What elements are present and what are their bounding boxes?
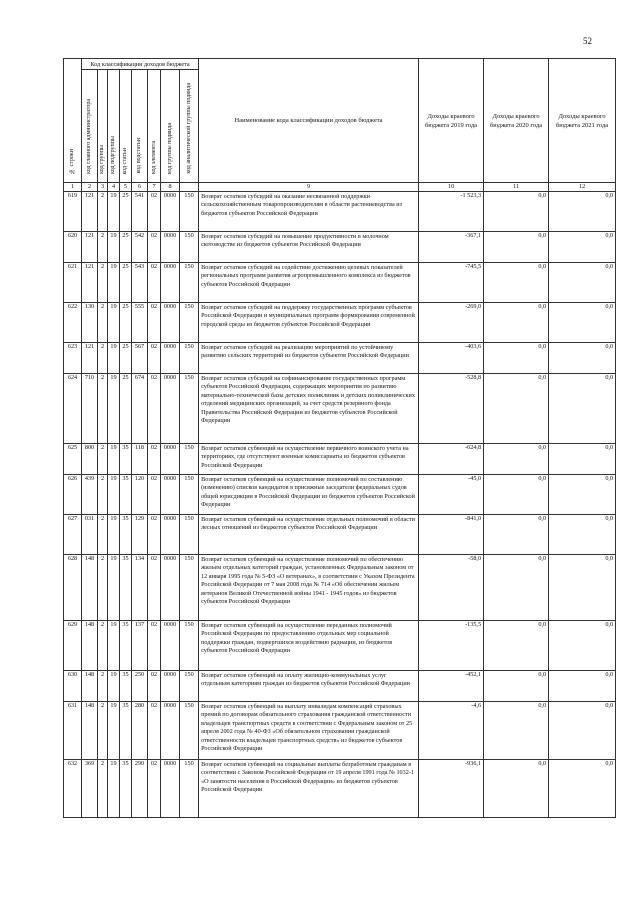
code-group: 2: [98, 232, 108, 263]
table-row: [64, 475, 616, 515]
code-element: 02: [148, 475, 161, 515]
code-admin: 121: [82, 232, 98, 263]
code-article: 35: [120, 475, 132, 515]
code-element: 02: [148, 621, 161, 671]
code-element: 02: [148, 263, 161, 303]
row-number: 621: [64, 263, 82, 303]
row-number: 622: [64, 303, 82, 343]
code-analytic: 150: [180, 303, 199, 343]
value-2020: 0,0: [484, 444, 549, 475]
code-subgroup: 19: [108, 303, 120, 343]
code-analytic: 150: [180, 374, 199, 444]
code-subgroup: 19: [108, 374, 120, 444]
code-subgroup: 19: [108, 232, 120, 263]
column-number: 8: [161, 183, 180, 192]
code-subarticle: 567: [132, 343, 148, 374]
code-subarticle: 543: [132, 263, 148, 303]
code-subgroup: 19: [108, 702, 120, 760]
code-element: 02: [148, 515, 161, 555]
value-2019: -4,6: [419, 702, 484, 760]
table-row: [64, 515, 616, 555]
column-number-row: [64, 183, 616, 192]
code-subarticle: 137: [132, 621, 148, 671]
value-2019: -135,5: [419, 621, 484, 671]
budget-revenue-table: [63, 58, 616, 818]
code-admin: 148: [82, 555, 98, 621]
table-row: [64, 760, 616, 818]
row-number: 624: [64, 374, 82, 444]
code-group: 2: [98, 621, 108, 671]
code-subarticle: 120: [132, 475, 148, 515]
code-subtype: 0000: [161, 192, 180, 232]
code-group: 2: [98, 671, 108, 702]
code-analytic: 150: [180, 555, 199, 621]
code-subgroup: 19: [108, 555, 120, 621]
revenue-code-name: Возврат остатков субвенций на осуществление отдельных полномочий в области лесных отношений из бюджетов субъектов Российской Федерации: [199, 515, 419, 555]
code-admin: 121: [82, 263, 98, 303]
value-2019: -45,0: [419, 475, 484, 515]
revenue-code-name: Возврат остатков субвенций на социальные выплаты безработным гражданам в соответствии с Законом Российской Федерации от 19 апреля 1991 года № 1032-1 «О занятости населения в Российской Федерации» из бюджетов субъектов Российской Федерации: [199, 760, 419, 818]
code-article: 25: [120, 343, 132, 374]
code-group: 2: [98, 374, 108, 444]
code-analytic: 150: [180, 515, 199, 555]
code-subtype: 0000: [161, 515, 180, 555]
value-2019: -528,8: [419, 374, 484, 444]
header-2020: Доходы краевого бюджета 2020 года: [484, 59, 549, 183]
code-subgroup: 19: [108, 263, 120, 303]
code-group: 2: [98, 515, 108, 555]
code-subarticle: 129: [132, 515, 148, 555]
value-2019: -269,0: [419, 303, 484, 343]
column-number-sub: [180, 183, 199, 192]
revenue-code-name: Возврат остатков субвенций на осуществление полномочий по составлению (изменению) списков кандидатов в присяжные заседатели федеральных судов общей юрисдикции в Российской Федерации из бюджетов субъектов Российской Федерации: [199, 475, 419, 515]
code-analytic: 150: [180, 232, 199, 263]
code-subarticle: 250: [132, 671, 148, 702]
code-article: 25: [120, 232, 132, 263]
code-subarticle: 280: [132, 702, 148, 760]
value-2019: -58,0: [419, 555, 484, 621]
header-code-admin: код главного администратора: [82, 70, 98, 183]
value-2019: -452,1: [419, 671, 484, 702]
table-row: [64, 702, 616, 760]
code-subtype: 0000: [161, 702, 180, 760]
code-admin: 148: [82, 671, 98, 702]
column-number: 5: [120, 183, 132, 192]
revenue-code-name: Возврат остатков субсидий на софинансирование государственных программ субъектов Российской Федерации, содержащих мероприятия по развитию материально-технической базы детских поликлиник и детских поликлинических отделений медицинских организаций, за счет средств резервного фонда Правительства Российской Федерации из бюджетов субъектов Российской Федерации: [199, 374, 419, 444]
code-admin: 369: [82, 760, 98, 818]
code-group: 2: [98, 343, 108, 374]
code-subgroup: 19: [108, 760, 120, 818]
code-subgroup: 19: [108, 475, 120, 515]
row-number: 627: [64, 515, 82, 555]
code-subarticle: 541: [132, 192, 148, 232]
code-admin: 121: [82, 343, 98, 374]
row-number: 619: [64, 192, 82, 232]
revenue-code-name: Возврат остатков субвенций на осуществление полномочий по обеспечению жильем отдельных категорий граждан, установленных Федеральным законом от 12 января 1995 года № 5-ФЗ «О ветеранах», в соответствии с Указом Президента Российской Федерации от 7 мая 2008 года № 714 «Об обеспечении жильем ветеранов Великой Отечественной войны 1941 - 1945 годов» из бюджетов субъектов Российской Федерации: [199, 555, 419, 621]
code-admin: 710: [82, 374, 98, 444]
row-number: 625: [64, 444, 82, 475]
value-2021: 0,0: [549, 671, 616, 702]
code-subtype: 0000: [161, 621, 180, 671]
row-number: 620: [64, 232, 82, 263]
value-2021: 0,0: [549, 475, 616, 515]
table-row: [64, 232, 616, 263]
table-row: [64, 374, 616, 444]
value-2020: 0,0: [484, 303, 549, 343]
code-admin: 121: [82, 192, 98, 232]
row-number: 626: [64, 475, 82, 515]
value-2021: 0,0: [549, 192, 616, 232]
value-2020: 0,0: [484, 263, 549, 303]
revenue-code-name: Возврат остатков субвенций на выплату инвалидам компенсаций страховых премий по договорам обязательного страхования гражданской ответственности владельцев транспортных средств в соответствии с Федеральным законом от 25 апреля 2002 года № 40-ФЗ «Об обязательном страховании гражданской ответственности владельцев транспортных средств» из бюджетов субъектов Российской Федерации: [199, 702, 419, 760]
code-subarticle: 542: [132, 232, 148, 263]
code-admin: 800: [82, 444, 98, 475]
code-element: 02: [148, 303, 161, 343]
code-element: 02: [148, 760, 161, 818]
code-analytic: 150: [180, 192, 199, 232]
column-number: 3: [98, 183, 108, 192]
page-number: 52: [583, 36, 592, 46]
value-2020: 0,0: [484, 475, 549, 515]
row-number: 629: [64, 621, 82, 671]
code-group: 2: [98, 263, 108, 303]
code-article: 35: [120, 555, 132, 621]
code-subtype: 0000: [161, 263, 180, 303]
header-code-subgroup: код подгруппы: [108, 70, 120, 183]
value-2019: -624,8: [419, 444, 484, 475]
value-2020: 0,0: [484, 343, 549, 374]
value-2020: 0,0: [484, 515, 549, 555]
code-element: 02: [148, 343, 161, 374]
value-2019: -367,1: [419, 232, 484, 263]
revenue-code-name: Возврат остатков субсидий на реализацию мероприятий по устойчивому развитию сельских территорий из бюджетов субъектов Российской Федерации: [199, 343, 419, 374]
code-subtype: 0000: [161, 374, 180, 444]
code-subgroup: 19: [108, 192, 120, 232]
value-2020: 0,0: [484, 702, 549, 760]
code-article: 35: [120, 515, 132, 555]
code-admin: 130: [82, 303, 98, 343]
value-2019: -745,5: [419, 263, 484, 303]
code-analytic: 150: [180, 671, 199, 702]
header-code-group-col: код группы: [98, 70, 108, 183]
code-group: 2: [98, 702, 108, 760]
value-2021: 0,0: [549, 621, 616, 671]
value-2021: 0,0: [549, 303, 616, 343]
code-group: 2: [98, 303, 108, 343]
code-article: 35: [120, 671, 132, 702]
value-2021: 0,0: [549, 555, 616, 621]
code-admin: 148: [82, 702, 98, 760]
code-article: 25: [120, 263, 132, 303]
value-2021: 0,0: [549, 343, 616, 374]
code-analytic: 150: [180, 621, 199, 671]
header-code-group: Код классификации доходов бюджета: [82, 59, 199, 70]
column-number: 6: [132, 183, 148, 192]
table-row: [64, 621, 616, 671]
value-2020: 0,0: [484, 621, 549, 671]
code-subtype: 0000: [161, 303, 180, 343]
code-subarticle: 290: [132, 760, 148, 818]
code-analytic: 150: [180, 444, 199, 475]
code-group: 2: [98, 475, 108, 515]
row-number: 623: [64, 343, 82, 374]
code-subtype: 0000: [161, 671, 180, 702]
column-number: 11: [484, 183, 549, 192]
code-admin: 148: [82, 621, 98, 671]
code-subgroup: 19: [108, 444, 120, 475]
code-admin: 031: [82, 515, 98, 555]
code-subgroup: 19: [108, 671, 120, 702]
code-subarticle: 674: [132, 374, 148, 444]
revenue-code-name: Возврат остатков субсидий на повышение продуктивности в молочном скотоводстве из бюджетов субъектов Российской Федерации: [199, 232, 419, 263]
revenue-code-name: Возврат остатков субвенций на осуществление первичного воинского учета на территориях, где отсутствуют военные комиссариаты из бюджетов субъектов Российской Федерации: [199, 444, 419, 475]
code-analytic: 150: [180, 475, 199, 515]
row-number: 632: [64, 760, 82, 818]
code-subarticle: 555: [132, 303, 148, 343]
header-code-element: код элемента: [148, 70, 161, 183]
row-number: 628: [64, 555, 82, 621]
value-2020: 0,0: [484, 374, 549, 444]
code-subarticle: 118: [132, 444, 148, 475]
code-article: 35: [120, 621, 132, 671]
code-subarticle: 134: [132, 555, 148, 621]
value-2021: 0,0: [549, 444, 616, 475]
code-subgroup: 19: [108, 515, 120, 555]
header-code-article: код статьи: [120, 70, 132, 183]
code-subgroup: 19: [108, 343, 120, 374]
code-article: 25: [120, 303, 132, 343]
table-row: [64, 263, 616, 303]
table-row: [64, 444, 616, 475]
code-subtype: 0000: [161, 444, 180, 475]
header-2019: Доходы краевого бюджета 2019 года: [419, 59, 484, 183]
table-row: [64, 192, 616, 232]
revenue-code-name: Возврат остатков субвенций на осуществление переданных полномочий Российской Федерации по предоставлению отдельных мер социальной поддержки граждан, подвергшихся воздействию радиации, из бюджетов субъектов Российской Федерации: [199, 621, 419, 671]
revenue-code-name: Возврат остатков субсидий на поддержку государственных программ субъектов Российской Федерации и муниципальных программ формирования современной городской среды из бюджетов субъектов Российской Федерации: [199, 303, 419, 343]
header-code-subarticle: код подстатьи: [132, 70, 148, 183]
code-subtype: 0000: [161, 343, 180, 374]
code-element: 02: [148, 702, 161, 760]
column-number: 9: [199, 183, 419, 192]
value-2021: 0,0: [549, 374, 616, 444]
code-analytic: 150: [180, 263, 199, 303]
value-2019: -403,6: [419, 343, 484, 374]
code-group: 2: [98, 192, 108, 232]
value-2021: 0,0: [549, 702, 616, 760]
code-analytic: 150: [180, 343, 199, 374]
code-subtype: 0000: [161, 555, 180, 621]
value-2020: 0,0: [484, 760, 549, 818]
value-2019: -936,1: [419, 760, 484, 818]
value-2020: 0,0: [484, 671, 549, 702]
code-element: 02: [148, 444, 161, 475]
value-2020: 0,0: [484, 555, 549, 621]
revenue-code-name: Возврат остатков субсидий на содействие достижению целевых показателей региональных программ развития агропромышленного комплекса из бюджетов субъектов Российской Федерации: [199, 263, 419, 303]
column-number: 1: [64, 183, 82, 192]
code-group: 2: [98, 760, 108, 818]
value-2021: 0,0: [549, 232, 616, 263]
header-name: Наименование кода классификации доходов бюджета: [199, 59, 419, 183]
table-row: [64, 343, 616, 374]
code-analytic: 150: [180, 702, 199, 760]
column-number: 12: [549, 183, 616, 192]
code-subgroup: 19: [108, 621, 120, 671]
column-number: 7: [148, 183, 161, 192]
value-2020: 0,0: [484, 232, 549, 263]
table-row: [64, 671, 616, 702]
column-number: 2: [82, 183, 98, 192]
code-article: 35: [120, 760, 132, 818]
code-article: 35: [120, 702, 132, 760]
code-element: 02: [148, 555, 161, 621]
column-number: 10: [419, 183, 484, 192]
code-article: 35: [120, 444, 132, 475]
value-2019: -1 523,3: [419, 192, 484, 232]
code-article: 25: [120, 192, 132, 232]
header-row-no: № строки: [64, 59, 82, 183]
revenue-code-name: Возврат остатков субвенций на оплату жилищно-коммунальных услуг отдельным категориям граждан из бюджетов субъектов Российской Федерации: [199, 671, 419, 702]
row-number: 631: [64, 702, 82, 760]
revenue-code-name: Возврат остатков субсидий на оказание несвязанной поддержки сельскохозяйственным товаропроизводителям в области растениеводства из бюджетов субъектов Российской Федерации: [199, 192, 419, 232]
code-subtype: 0000: [161, 475, 180, 515]
code-admin: 439: [82, 475, 98, 515]
column-number: 4: [108, 183, 120, 192]
value-2021: 0,0: [549, 760, 616, 818]
code-element: 02: [148, 374, 161, 444]
header-2021: Доходы краевого бюджета 2021 года: [549, 59, 616, 183]
code-element: 02: [148, 671, 161, 702]
header-code-analytic: код аналитической группы подвида: [180, 70, 199, 183]
header-code-subtype: код группы подвида: [161, 70, 180, 183]
code-element: 02: [148, 232, 161, 263]
code-article: 25: [120, 374, 132, 444]
code-analytic: 150: [180, 760, 199, 818]
code-subtype: 0000: [161, 760, 180, 818]
code-group: 2: [98, 444, 108, 475]
row-number: 630: [64, 671, 82, 702]
value-2019: -841,0: [419, 515, 484, 555]
table-row: [64, 555, 616, 621]
code-subtype: 0000: [161, 232, 180, 263]
code-group: 2: [98, 555, 108, 621]
value-2021: 0,0: [549, 515, 616, 555]
value-2020: 0,0: [484, 192, 549, 232]
table-row: [64, 303, 616, 343]
value-2021: 0,0: [549, 263, 616, 303]
code-element: 02: [148, 192, 161, 232]
